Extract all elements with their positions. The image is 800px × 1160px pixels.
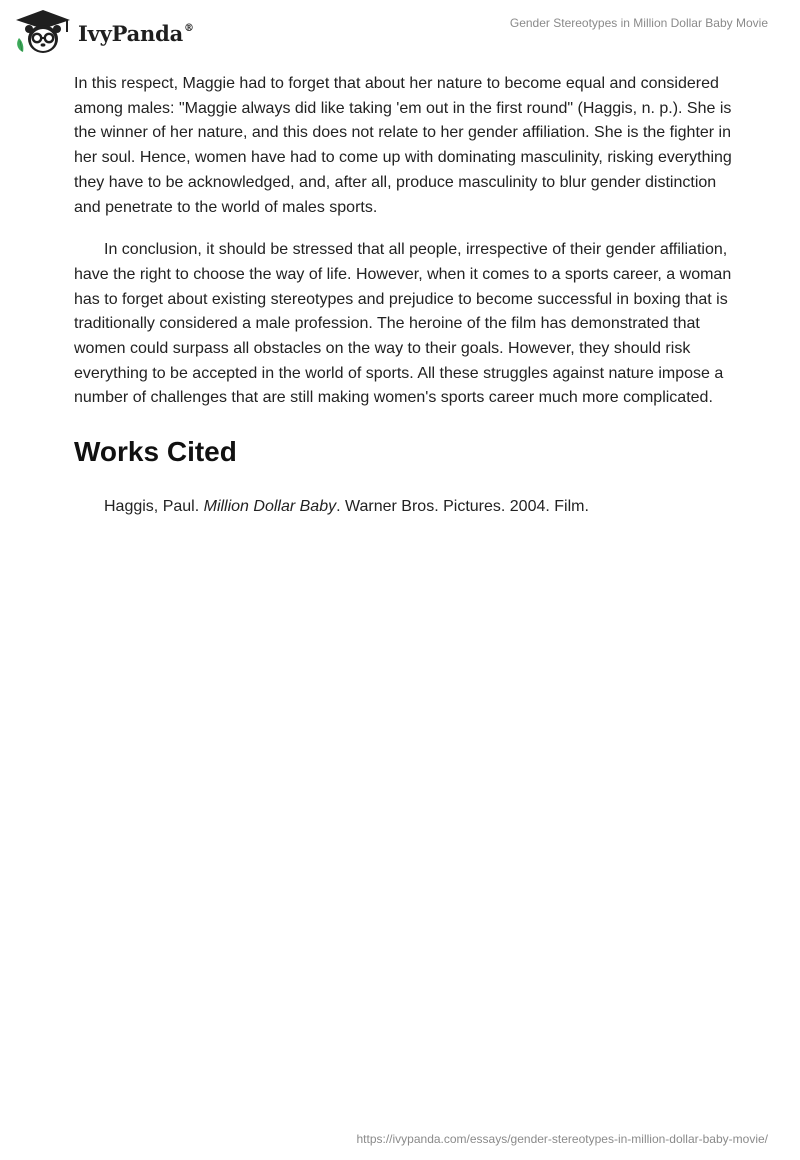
document-title: Gender Stereotypes in Million Dollar Baby Movie	[509, 16, 768, 30]
body-paragraph: In this respect, Maggie had to forget that about her nature to become equal and considered among males: "Maggie always did like taking 'em out in the first round" (Haggis, n. p.). She is the winner of her nature, and this does not relate to her gender affiliation. She is the fighter in her soul. Hence, women have had to come up with dominating masculinity, risking everything they have to be acknowledged, and, after all, produce masculinity to blur gender distinction and penetrate to the world of males sports.	[74, 75, 732, 216]
citation-details: . Warner Bros. Pictures. 2004. Film.	[336, 498, 589, 516]
body-paragraph: In conclusion, it should be stressed that all people, irrespective of their gender affiliation, have the right to choose the way of life. However, when it comes to a sports career, a woman has to forget about existing stereotypes and prejudice to become successful in boxing that is traditionally considered a male profession. The heroine of the film has demonstrated that women could surpass all obstacles on the way to their goals. However, they should risk everything to be accepted in the world of sports. All these struggles against nature impose a number of challenges that are still making women's sports career much more complicated.	[74, 241, 732, 407]
citation-entry	[74, 495, 734, 520]
ivypanda-logo[interactable]	[14, 8, 194, 56]
citation-author: Haggis, Paul.	[104, 498, 204, 516]
brand-name: IvyPanda®	[78, 20, 194, 46]
citation-title: Million Dollar Baby	[203, 498, 337, 516]
essay-content	[74, 72, 734, 520]
source-url-link[interactable]: https://ivypanda.com/essays/gender-stereotypes-in-million-dollar-baby-movie/	[356, 1132, 768, 1146]
works-cited-heading: Works Cited	[74, 436, 237, 468]
page-header	[0, 0, 800, 64]
panda-graduate-icon	[14, 8, 72, 56]
